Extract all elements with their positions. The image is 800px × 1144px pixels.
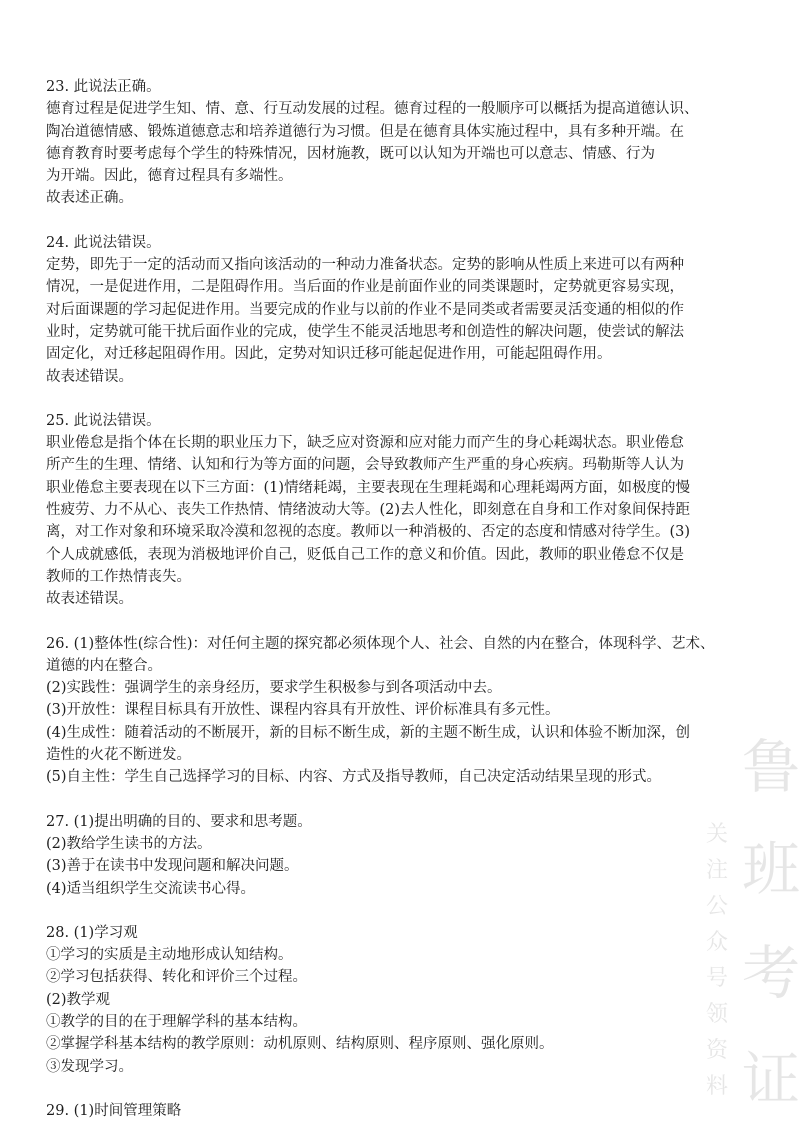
text-line: ②学习包括获得、转化和评价三个过程。 bbox=[46, 969, 307, 986]
document-page bbox=[46, 76, 758, 1144]
text-line: 24. 此说法错误。 bbox=[46, 234, 161, 251]
text-line: 德育过程是促进学生知、情、意、行互动发展的过程。德育过程的一般顺序可以概括为提高道德认识、 bbox=[46, 101, 699, 118]
text-line: ③发现学习。 bbox=[46, 1058, 133, 1075]
text-line: 25. 此说法错误。 bbox=[46, 412, 161, 429]
text-line: 个人成就感低，表现为消极地评价自己，贬低自己工作的意义和价值。因此，教师的职业倦怠不仅是 bbox=[46, 546, 684, 563]
text-line: ②掌握学科基本结构的教学原则：动机原则、结构原则、程序原则、强化原则。 bbox=[46, 1036, 554, 1053]
watermark-char: 公 bbox=[706, 894, 729, 919]
answer-28 bbox=[46, 922, 758, 1078]
text-line: 27. (1)提出明确的目的、要求和思考题。 bbox=[46, 813, 312, 830]
text-line: 为开端。因此，德育过程具有多端性。 bbox=[46, 168, 293, 185]
text-line: (2)教学观 bbox=[46, 991, 111, 1008]
watermark-char: 鲁 bbox=[742, 733, 800, 801]
text-line: (3)善于在读书中发现问题和解决问题。 bbox=[46, 858, 299, 875]
text-line: ①学习的实质是主动地形成认知结构。 bbox=[46, 947, 293, 964]
text-line: 德育教育时要考虑每个学生的特殊情况，因材施教，既可以认知为开端也可以意志、情感、行为 bbox=[46, 145, 655, 162]
text-line: 23. 此说法正确。 bbox=[46, 79, 161, 95]
text-line: (5)自主性：学生自己选择学习的目标、内容、方式及指导教师，自己决定活动结果呈现的形式。 bbox=[46, 769, 662, 786]
text-line: 故表述错误。 bbox=[46, 591, 133, 608]
answer-27 bbox=[46, 811, 758, 900]
text-line: 所产生的生理、情绪、认知和行为等方面的问题，会导致教师产生严重的身心疾病。玛勒斯等人认为 bbox=[46, 457, 684, 474]
text-line: 29. (1)时间管理策略 bbox=[46, 1102, 182, 1119]
text-line: (4)适当组织学生交流读书心得。 bbox=[46, 880, 256, 897]
watermark-char: 注 bbox=[706, 858, 729, 883]
text-line: 职业倦怠是指个体在长期的职业压力下，缺乏应对资源和应对能力而产生的身心耗竭状态。职业倦怠 bbox=[46, 435, 684, 452]
text-line: (2)实践性：强调学生的亲身经历，要求学生积极参与到各项活动中去。 bbox=[46, 680, 502, 697]
text-line: 故表述正确。 bbox=[46, 190, 133, 207]
text-line: (4)生成性：随着活动的不断展开，新的目标不断生成，新的主题不断生成，认识和体验不断加深，创 bbox=[46, 724, 691, 741]
watermark-char: 众 bbox=[706, 930, 729, 955]
watermark-char: 证 bbox=[742, 1045, 800, 1113]
watermark-char: 料 bbox=[706, 1074, 729, 1099]
answer-26 bbox=[46, 633, 758, 789]
text-line: 教师的工作热情丧失。 bbox=[46, 568, 191, 585]
text-line: 固定化，对迁移起阻碍作用。因此，定势对知识迁移可能起促进作用，可能起阻碍作用。 bbox=[46, 346, 612, 363]
watermark-char: 号 bbox=[706, 966, 729, 991]
text-line: (3)开放性：课程目标具有开放性、课程内容具有开放性、评价标准具有多元性。 bbox=[46, 702, 560, 719]
answer-23 bbox=[46, 76, 758, 210]
text-line: (2)教给学生读书的方法。 bbox=[46, 835, 212, 852]
text-line: 28. (1)学习观 bbox=[46, 924, 138, 941]
text-line: 职业倦怠主要表现在以下三方面：(1)情绪耗竭，主要表现在生理耗竭和心理耗竭两方面，如极度的慢 bbox=[46, 479, 691, 496]
answer-29 bbox=[46, 1100, 758, 1122]
text-line: 陶冶道德情感、锻炼道德意志和培养道德行为习惯。但是在德育具体实施过程中，具有多种开端。在 bbox=[46, 123, 684, 140]
text-line: 性疲劳、力不从心、丧失工作热情、情绪波动大等。(2)去人性化，即刻意在自身和工作对象间保持距 bbox=[46, 502, 691, 519]
text-line: 对后面课题的学习起促进作用。当要完成的作业与以前的作业不是同类或者需要灵活变通的相似的作 bbox=[46, 301, 684, 318]
text-line: 情况，一是促进作用，二是阻碍作用。当后面的作业是前面作业的同类课题时，定势就更容易实现， bbox=[46, 279, 684, 296]
text-line: 离，对工作对象和环境采取冷漠和忽视的态度。教师以一种消极的、否定的态度和情感对待学生。(3) bbox=[46, 524, 691, 541]
text-line: 造性的火花不断迸发。 bbox=[46, 747, 191, 764]
text-line: 业时，定势就可能干扰后面作业的完成，使学生不能灵活地思考和创造性的解决问题，使尝试的解法 bbox=[46, 323, 684, 340]
watermark-char: 领 bbox=[706, 1002, 729, 1027]
text-line: 道德的内在整合。 bbox=[46, 657, 162, 674]
watermark-char: 班 bbox=[742, 835, 800, 903]
text-line: ①教学的目的在于理解学科的基本结构。 bbox=[46, 1013, 307, 1030]
text-line: 26. (1)整体性(综合性)：对任何主题的探究都必须体现个人、社会、自然的内在整合，体现科学、艺术、 bbox=[46, 635, 715, 652]
watermark-char: 关 bbox=[706, 822, 729, 847]
watermark-char: 资 bbox=[706, 1038, 729, 1063]
text-line: 故表述错误。 bbox=[46, 368, 133, 385]
watermark-char: 考 bbox=[742, 939, 800, 1007]
answer-25 bbox=[46, 410, 758, 611]
text-line: 定势，即先于一定的活动而又指向该活动的一种动力准备状态。定势的影响从性质上来进可以有两种 bbox=[46, 257, 684, 274]
answer-24 bbox=[46, 232, 758, 388]
